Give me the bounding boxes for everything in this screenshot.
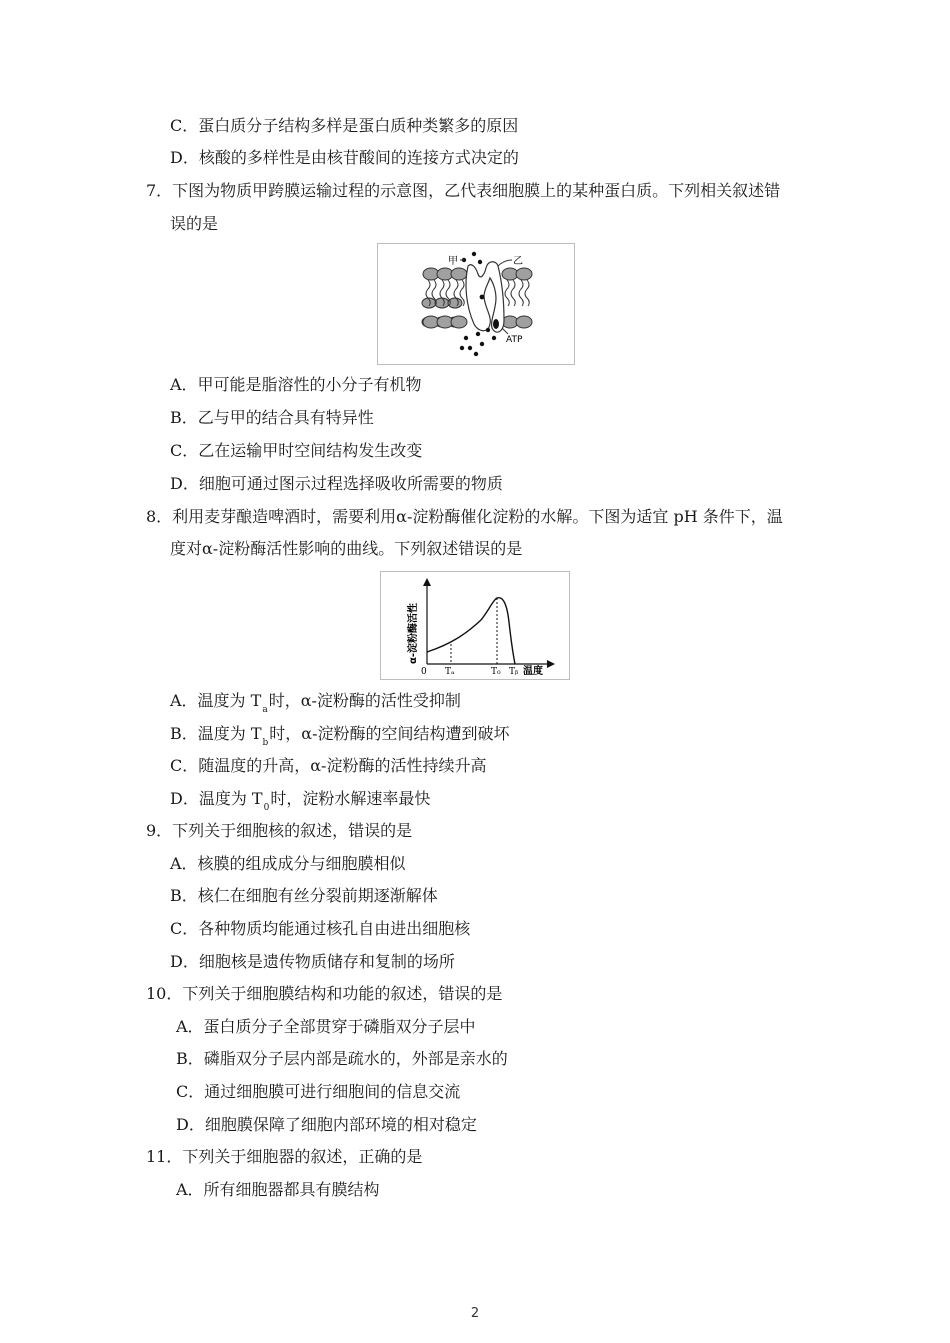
- activity-curve: [427, 598, 515, 664]
- q8-option-b: [170, 723, 510, 748]
- q7-option-d: D．细胞可通过图示过程选择吸收所需要的物质: [170, 474, 503, 493]
- q8-stem-line2: 度对α-淀粉酶活性影响的曲线。下列叙述错误的是: [170, 539, 523, 558]
- q8-option-d: [170, 788, 430, 813]
- q6-option-c: C．蛋白质分子结构多样是蛋白质种类繁多的原因: [170, 116, 519, 135]
- q7-option-c: C．乙在运输甲时空间结构发生改变: [170, 441, 423, 460]
- q11-option-a: A．所有细胞器都具有膜结构: [176, 1180, 380, 1199]
- q10-option-c: C．通过细胞膜可进行细胞间的信息交流: [176, 1082, 461, 1101]
- y-axis-arrow: [423, 578, 431, 586]
- q8-d-subscript: 0: [263, 803, 270, 813]
- q9-option-a: A．核膜的组成成分与细胞膜相似: [170, 854, 406, 873]
- q8-stem-line1: 8．利用麦芽酿造啤酒时，需要利用α-淀粉酶催化淀粉的水解。下图为适宜 pH 条件下，温: [146, 507, 783, 526]
- q9-option-c: C．各种物质均能通过核孔自由进出细胞核: [170, 919, 471, 938]
- origin-label: 0: [421, 667, 427, 677]
- x-axis-label: 温度: [523, 666, 543, 677]
- tick-t0: T₀: [491, 667, 501, 677]
- q10-stem: 10．下列关于细胞膜结构和功能的叙述，错误的是: [146, 984, 503, 1003]
- q10-option-d: D．细胞膜保障了细胞内部环境的相对稳定: [176, 1115, 477, 1134]
- q9-option-d: D．细胞核是遗传物质储存和复制的场所: [170, 952, 455, 971]
- tick-tb: Tᵦ: [509, 667, 519, 677]
- q8-b-text: B．温度为 T: [170, 724, 262, 743]
- membrane-transport-figure: [377, 243, 575, 365]
- q8-b-text-rest: 时，α-淀粉酶的空间结构遭到破坏: [269, 724, 510, 743]
- q7-stem-line2: 误的是: [170, 214, 219, 233]
- enzyme-activity-curve: [381, 572, 569, 679]
- q8-option-a: [170, 690, 461, 715]
- q11-stem: 11．下列关于细胞器的叙述，正确的是: [146, 1147, 423, 1166]
- atp-pointer: [502, 328, 508, 334]
- q9-option-b: B．核仁在细胞有丝分裂前期逐渐解体: [170, 886, 438, 905]
- q8-a-text: A．温度为 T: [170, 691, 262, 710]
- q8-a-text-rest: 时，α-淀粉酶的活性受抑制: [268, 691, 461, 710]
- membrane-transport-diagram: [378, 244, 574, 364]
- label-yi: 乙: [513, 256, 523, 267]
- atp-binding-site: [493, 319, 499, 329]
- q10-option-b: B．磷脂双分子层内部是疏水的，外部是亲水的: [176, 1049, 508, 1068]
- q6-option-d: D．核酸的多样性是由核苷酸间的连接方式决定的: [170, 148, 519, 167]
- label-atp: ATP: [506, 335, 523, 345]
- q8-b-subscript: b: [262, 738, 269, 748]
- q8-d-text-rest: 时，淀粉水解速率最快: [270, 789, 431, 808]
- enzyme-activity-figure: [380, 571, 570, 680]
- q9-stem: 9．下列关于细胞核的叙述，错误的是: [146, 821, 413, 840]
- tick-ta: Tₐ: [445, 667, 455, 677]
- page-number: 2: [470, 1306, 480, 1321]
- right-lipid-tails: [505, 280, 529, 306]
- q10-option-a: A．蛋白质分子全部贯穿于磷脂双分子层中: [176, 1017, 476, 1036]
- q7-option-b: B．乙与甲的结合具有特异性: [170, 408, 374, 427]
- q7-option-a: A．甲可能是脂溶性的小分子有机物: [170, 375, 422, 394]
- y-axis-label: α-淀粉酶活性: [408, 602, 419, 664]
- q8-option-c: C．随温度的升高，α-淀粉酶的活性持续升高: [170, 756, 487, 775]
- q7-stem-line1: 7．下图为物质甲跨膜运输过程的示意图，乙代表细胞膜上的某种蛋白质。下列相关叙述错: [146, 181, 781, 200]
- x-axis-arrow: [547, 660, 555, 668]
- q8-d-text: D．温度为 T: [170, 789, 263, 808]
- q8-a-subscript: a: [262, 705, 268, 715]
- label-jia: 甲: [448, 256, 458, 267]
